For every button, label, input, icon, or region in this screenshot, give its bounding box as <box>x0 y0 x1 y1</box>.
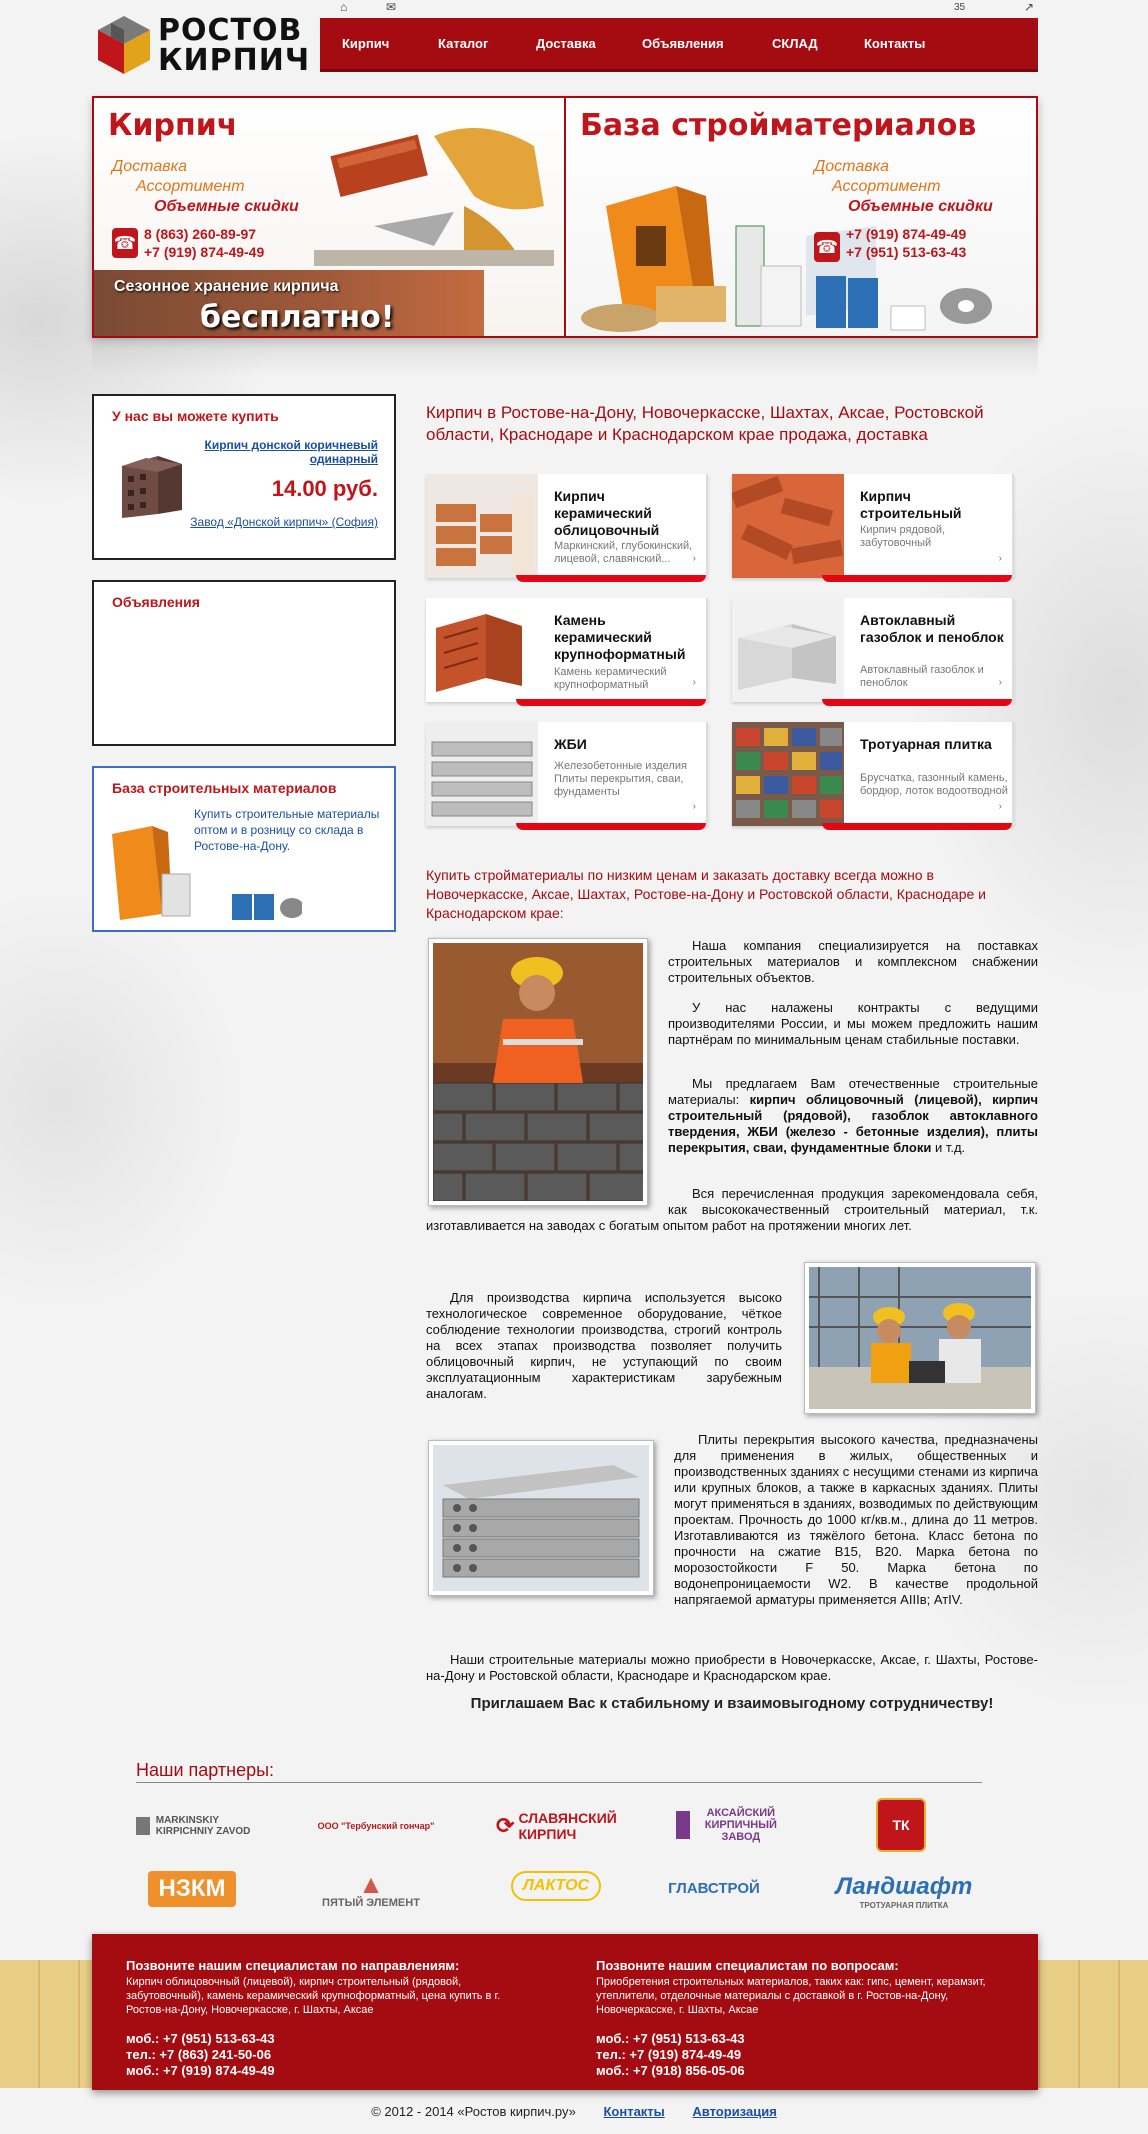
partner-logo-tk[interactable]: ТК <box>876 1798 926 1852</box>
banner-brick[interactable] <box>94 98 566 336</box>
gas-block-image <box>732 598 844 702</box>
chevron-right-icon: › <box>692 553 696 564</box>
banner-strip-line2: бесплатно! <box>200 300 395 335</box>
login-link[interactable]: Авторизация <box>692 2104 777 2119</box>
card-red-bar <box>822 699 1012 706</box>
nav-brick[interactable]: Кирпич <box>342 36 390 51</box>
banner-right-sub2: Ассортимент <box>832 178 941 195</box>
banner-right-title: База стройматериалов <box>580 108 977 143</box>
banner-left-title: Кирпич <box>108 108 238 143</box>
paragraph-1: Наша компания специализируется на поставках строительных материалов и комплексном снабжении строительных объектов. <box>668 938 1038 985</box>
ads-box-title: Объявления <box>112 594 200 610</box>
footer-phone: моб.: +7 (919) 874-49-49 <box>126 2063 275 2078</box>
building-brick-image <box>732 474 844 578</box>
category-desc: Брусчатка, газонный камень, бордюр, лоток водоотводной <box>860 772 1008 797</box>
paragraph-3: Мы предлагаем Вам отечественные строительные материалы: кирпич облицовочный (лицевой), кирпич строительный (рядовой), газоблок автоклавного твердения, ЖБИ (железо - бетонные изделия), плиты перекрытия, сваи, фундаментные блоки и т.д. <box>668 1076 1038 1155</box>
footer-right <box>596 1958 996 2079</box>
main-nav <box>320 18 1038 72</box>
facing-brick-image <box>426 474 538 578</box>
chevron-right-icon: › <box>998 553 1002 564</box>
ceramic-stone-image <box>426 598 538 702</box>
copyright-text: © 2012 - 2014 «Ростов кирпич.ру» <box>371 2104 576 2119</box>
partner-logo-aksay[interactable]: АКСАЙСКИЙ КИРПИЧНЫЙ ЗАВОД <box>676 1802 786 1848</box>
paragraph-7: Наши строительные материалы можно приобрести в Новочеркасске, Аксае, г. Шахты, Ростове-на-Дону и Ростовской области, Краснодаре и Краснодарском крае. <box>426 1652 1038 1683</box>
category-card-paving[interactable] <box>732 722 1014 826</box>
site-logo[interactable] <box>96 12 326 78</box>
banner-strip <box>94 270 484 336</box>
banner <box>92 96 1038 338</box>
banner-strip-line1: Сезонное хранение кирпича <box>114 278 339 295</box>
category-title: Кирпич строительный <box>860 488 962 521</box>
card-red-bar <box>516 575 706 582</box>
buy-box-title: У нас вы можете купить <box>112 408 279 424</box>
partner-logo-glavstroy[interactable]: ГЛАВСТРОЙ <box>668 1879 760 1897</box>
banner-left-sub3: Объемные скидки <box>154 198 299 215</box>
paragraph-6: Плиты перекрытия высокого качества, предназначены для применения в жилых, общественных и производственных зданиях с несущими стенами из кирпича или крупных блоков, а также в каркасных зданиях. Плиты могут применяться в зданиях, возводимых по действующим проектам. Прочность до 1000 кг/кв.м., длина до 11 метров. Изготавливаются из тяжёлого бетона. Класс бетона по прочности на сжатие В15, В20. Марка бетона по морозостойкости F 50. Марка бетона по водонепроницаемости W2. В качестве продольной напрягаемой арматуры применяется АIIIв; АтIV. <box>674 1432 1038 1607</box>
category-card-ceramic-stone[interactable] <box>426 598 708 702</box>
mail-icon[interactable]: ✉ <box>386 0 397 14</box>
product-price: 14.00 руб. <box>271 476 378 501</box>
category-title: Автоклавный газоблок и пеноблок <box>860 612 1004 645</box>
footer-right-desc: Приобретения строительных материалов, таких как: гипс, цемент, керамзит, утеплители, отделочные материалы с доставкой в г. Ростов-на-Дону, Новочеркасске, г. Шахты, Аксае <box>596 1976 986 2016</box>
partners-title: Наши партнеры: <box>136 1760 275 1780</box>
category-desc: Железобетонные изделия Плиты перекрытия, сваи, фундаменты <box>554 760 687 798</box>
footer-left-desc: Кирпич облицовочный (лицевой), кирпич строительный (рядовой, забутовочный), камень керамический крупноформатный, цена купить в г. Ростов-на-Дону, Новочеркасске, г. Шахты, Аксае <box>126 1976 501 2016</box>
worker-photo <box>428 938 648 1206</box>
logo-line2: КИРПИЧ <box>158 43 311 78</box>
banner-materials[interactable] <box>568 98 1036 336</box>
brick-laying-image <box>314 116 554 266</box>
banner-right-phone2: +7 (951) 513-63-43 <box>846 244 967 260</box>
banner-right-sub1: Доставка <box>814 158 890 175</box>
nav-warehouse[interactable]: СКЛАД <box>772 36 818 51</box>
partner-logo-slavyansky[interactable]: ⟳ СЛАВЯНСКИЙ КИРПИЧ <box>496 1810 617 1842</box>
paragraph-2: У нас налажены контракты с ведущими производителями России, и мы можем предложить нашим партнёрам по минимальным ценам стабильные поставки. <box>668 1000 1038 1047</box>
category-title: ЖБИ <box>554 736 587 752</box>
category-desc: Камень керамический крупноформатный <box>554 666 667 691</box>
category-desc: Автоклавный газоблок и пеноблок <box>860 664 984 689</box>
banner-left-phone2: +7 (919) 874-49-49 <box>144 244 265 260</box>
footer-left <box>126 1958 526 2079</box>
nav-catalog[interactable]: Каталог <box>438 36 489 51</box>
card-red-bar <box>822 823 1012 830</box>
partner-logo-laktos[interactable]: ЛАКТОС <box>506 1864 606 1908</box>
banner-right-phone1: +7 (919) 874-49-49 <box>846 226 967 242</box>
product-link[interactable]: Кирпич донской коричневый одинарный <box>204 438 378 466</box>
chevron-right-icon: › <box>998 801 1002 812</box>
phone-icon: ☎ <box>112 228 138 258</box>
engineers-photo <box>804 1262 1036 1414</box>
chevron-right-icon: › <box>998 677 1002 688</box>
zhbi-image <box>426 722 538 826</box>
partner-logo-terbunsky[interactable]: ООО "Тербунский гончар" <box>317 1821 435 1831</box>
banner-left-phone1: 8 (863) 260-89-97 <box>144 226 257 242</box>
card-red-bar <box>516 823 706 830</box>
partner-logo-landshaft[interactable]: Ландшафт ТРОТУАРНАЯ ПЛИТКА <box>835 1872 973 1910</box>
main-subtitle: Купить стройматериалы по низким ценам и заказать доставку всегда можно в Новочеркасске, Аксае, Шахтах, Ростове-на-Дону и Ростовской области, Краснодаре и Краснодарском крае: <box>426 867 986 921</box>
chevron-right-icon: › <box>692 677 696 688</box>
copyright-bar <box>0 2104 1148 2119</box>
logo-cube-icon <box>96 14 152 76</box>
footer-right-title: Позвоните нашим специалистам по вопросам: <box>596 1958 899 1973</box>
contacts-link[interactable]: Контакты <box>603 2104 665 2119</box>
category-desc: Маркинский, глубокинский, лицевой, славянский... <box>554 540 693 565</box>
footer-phone: моб.: +7 (918) 856-05-06 <box>596 2063 745 2078</box>
banner-left-sub1: Доставка <box>112 158 188 175</box>
banner-reflection <box>92 340 1038 376</box>
partner-logo-fifth-element[interactable]: ▲ ПЯТЫЙ ЭЛЕМЕНТ <box>322 1869 420 1909</box>
base-box-text[interactable]: Купить строительные материалы оптом и в розницу со склада в Ростове-на-Дону. <box>194 807 380 853</box>
footer <box>92 1934 1038 2090</box>
partner-logo-nzkm[interactable]: НЗКМ <box>132 1866 252 1912</box>
invite-text: Приглашаем Вас к стабильному и взаимовыгодному сотрудничеству! <box>470 1695 994 1712</box>
footer-phone: тел.: +7 (863) 241-50-06 <box>126 2047 272 2062</box>
category-card-building-brick[interactable] <box>732 474 1014 578</box>
logo-line1: РОСТОВ <box>158 13 303 48</box>
top-icons <box>340 0 1040 16</box>
brick-product-image <box>118 446 186 520</box>
base-box-title: База строительных материалов <box>112 780 337 796</box>
buy-box <box>92 394 396 560</box>
category-title: Тротуарная плитка <box>860 736 992 752</box>
paragraph-5: Для производства кирпича используется высоко технологическое современное оборудование, чёткое соблюдение технологии производства, строгий контроль на всех этапах производства позволяет получить облицовочный кирпич, не уступающий по своим эксплуатационным характеристикам зарубежным аналогам. <box>426 1290 782 1401</box>
nav-contacts[interactable]: Контакты <box>864 36 926 51</box>
base-box <box>92 766 396 932</box>
paragraph-4: Вся перечисленная продукция зарекомендовала себя, как высококачественный строительный материал, т.к. изготавливается на заводах с богатым опытом работ на протяжении многих лет. <box>426 1186 1038 1233</box>
footer-phone: тел.: +7 (919) 874-49-49 <box>596 2047 742 2062</box>
category-card-zhbi[interactable] <box>426 722 708 826</box>
category-card-facing-brick[interactable] <box>426 474 708 578</box>
partners-divider <box>136 1782 982 1783</box>
card-red-bar <box>516 699 706 706</box>
partner-logo-markinskiy[interactable]: MARKINSKIY KIRPICHNIY ZAVOD <box>136 1808 256 1844</box>
card-red-bar <box>822 575 1012 582</box>
home-icon[interactable]: ⌂ <box>340 0 348 14</box>
maker-link[interactable]: Завод «Донской кирпич» (София) <box>190 515 378 529</box>
category-card-gas-block[interactable] <box>732 598 1014 702</box>
footer-left-title: Позвоните нашим специалистам по направлениям: <box>126 1958 460 1973</box>
category-title: Камень керамический крупноформатный <box>554 612 686 662</box>
nav-ads[interactable]: Объявления <box>642 36 724 51</box>
arrow-icon[interactable]: ↗ <box>1024 0 1035 14</box>
footer-phone: моб.: +7 (951) 513-63-43 <box>596 2031 745 2046</box>
banner-right-sub3: Объемные скидки <box>848 198 993 215</box>
banner-left-sub2: Ассортимент <box>136 178 245 195</box>
ads-box <box>92 580 396 746</box>
footer-phone: моб.: +7 (951) 513-63-43 <box>126 2031 275 2046</box>
nav-delivery[interactable]: Доставка <box>536 36 596 51</box>
counter-icon: 35 <box>954 2 966 13</box>
paving-image <box>732 722 844 826</box>
category-title: Кирпич керамический облицовочный <box>554 488 660 538</box>
category-desc: Кирпич рядовой, забутовочный <box>860 524 946 549</box>
chevron-right-icon: › <box>692 801 696 812</box>
main-title: Кирпич в Ростове-на-Дону, Новочеркасске, Шахтах, Аксае, Ростовской области, Краснодаре и Краснодарском крае продажа, доставка <box>426 403 984 444</box>
phone-icon: ☎ <box>814 232 840 262</box>
